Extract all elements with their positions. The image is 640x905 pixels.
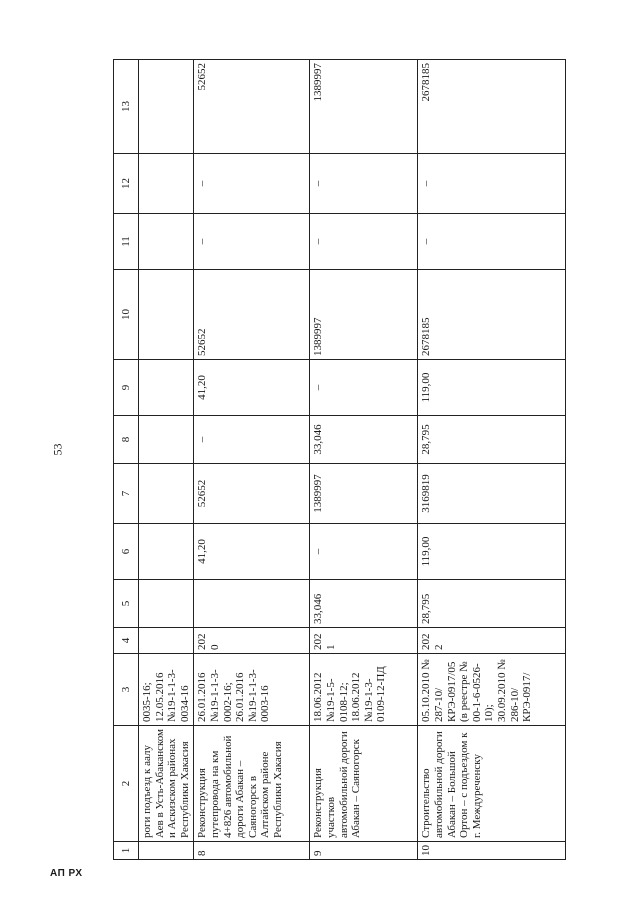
header-cell: 5 <box>114 580 139 628</box>
row-number: 8 <box>194 842 310 860</box>
year-cell: 2022 <box>418 628 566 654</box>
header-cell: 2 <box>114 726 139 842</box>
value-cell: 1389997 <box>310 60 418 154</box>
header-cell: 7 <box>114 464 139 524</box>
header-cell: 3 <box>114 654 139 726</box>
value-cell: 119,00 <box>418 524 566 580</box>
value-cell: 28,795 <box>418 416 566 464</box>
archive-stamp: АП РХ <box>50 868 83 879</box>
value-cell: 52652 <box>194 270 310 360</box>
value-cell: 119,00 <box>418 360 566 416</box>
table-header-row <box>114 60 139 860</box>
header-cell: 8 <box>114 416 139 464</box>
object-name: Реконструкция путепровода на км 4+826 автомобильной дороги Абакан – Саяногорск в Алтайском районе Республики Хакасия <box>194 726 310 842</box>
value-cell <box>139 270 194 360</box>
year-cell: 2021 <box>310 628 418 654</box>
header-cell: 13 <box>114 60 139 154</box>
year-cell <box>139 628 194 654</box>
value-cell: 28,795 <box>418 580 566 628</box>
value-cell: – <box>194 214 310 270</box>
header-cell: 12 <box>114 154 139 214</box>
document-ref: 26.01.2016 №19-1-1-3-0002-16; 26.01.2016 №19-1-1-3-0003-16 <box>194 654 310 726</box>
object-name: Строительство автомобильной дороги Абакан – Большой Ортон – с подъездом к г. Междуреченску <box>418 726 566 842</box>
value-cell <box>194 580 310 628</box>
value-cell: – <box>310 214 418 270</box>
value-cell: 1389997 <box>310 464 418 524</box>
value-cell <box>139 154 194 214</box>
row-number <box>139 842 194 860</box>
row-number: 9 <box>310 842 418 860</box>
value-cell <box>139 60 194 154</box>
value-cell <box>139 214 194 270</box>
value-cell: – <box>310 154 418 214</box>
value-cell <box>139 524 194 580</box>
document-ref: 0035-16; 12.05.2016 №19-1-1-3-0034-16 <box>139 654 194 726</box>
year-cell: 2020 <box>194 628 310 654</box>
object-name: Реконструкция участков автомобильной дороги Абакан – Саяногорск <box>310 726 418 842</box>
value-cell: 41,20 <box>194 360 310 416</box>
value-cell: 3169819 <box>418 464 566 524</box>
header-cell: 6 <box>114 524 139 580</box>
value-cell <box>139 580 194 628</box>
table-row <box>418 60 566 860</box>
value-cell: 41,20 <box>194 524 310 580</box>
document-ref: 05.10.2010 № 287-10/КРЭ-0917/05 (в реестре № 00-1-6-0526-10); 30.09.2010 № 286-10/КРЭ-0917/ <box>418 654 566 726</box>
data-table <box>113 59 566 860</box>
header-cell: 9 <box>114 360 139 416</box>
value-cell: 52652 <box>194 60 310 154</box>
header-cell: 10 <box>114 270 139 360</box>
value-cell: 52652 <box>194 464 310 524</box>
value-cell: 33,046 <box>310 580 418 628</box>
value-cell: 2678185 <box>418 60 566 154</box>
value-cell: – <box>418 154 566 214</box>
table-row <box>139 60 194 860</box>
value-cell <box>139 464 194 524</box>
value-cell: 2678185 <box>418 270 566 360</box>
header-cell: 4 <box>114 628 139 654</box>
value-cell: – <box>194 416 310 464</box>
value-cell: – <box>194 154 310 214</box>
rotated-table-wrapper <box>113 60 560 860</box>
value-cell: – <box>310 360 418 416</box>
document-ref: 18.06.2012 №19-1-5-0108-12; 18.06.2012 №19-1-3-0109-12-ПД <box>310 654 418 726</box>
object-name: роги подъезд к аалу Аев в Усть-Абаканском и Аскизском районах Республики Хакасия <box>139 726 194 842</box>
row-number: 10 <box>418 842 566 860</box>
table-row <box>310 60 418 860</box>
value-cell: – <box>418 214 566 270</box>
page-number: 53 <box>50 443 65 456</box>
header-cell: 1 <box>114 842 139 860</box>
header-cell: 11 <box>114 214 139 270</box>
value-cell: 33,046 <box>310 416 418 464</box>
value-cell <box>139 360 194 416</box>
table-row <box>194 60 310 860</box>
value-cell: 1389997 <box>310 270 418 360</box>
value-cell <box>139 416 194 464</box>
value-cell: – <box>310 524 418 580</box>
